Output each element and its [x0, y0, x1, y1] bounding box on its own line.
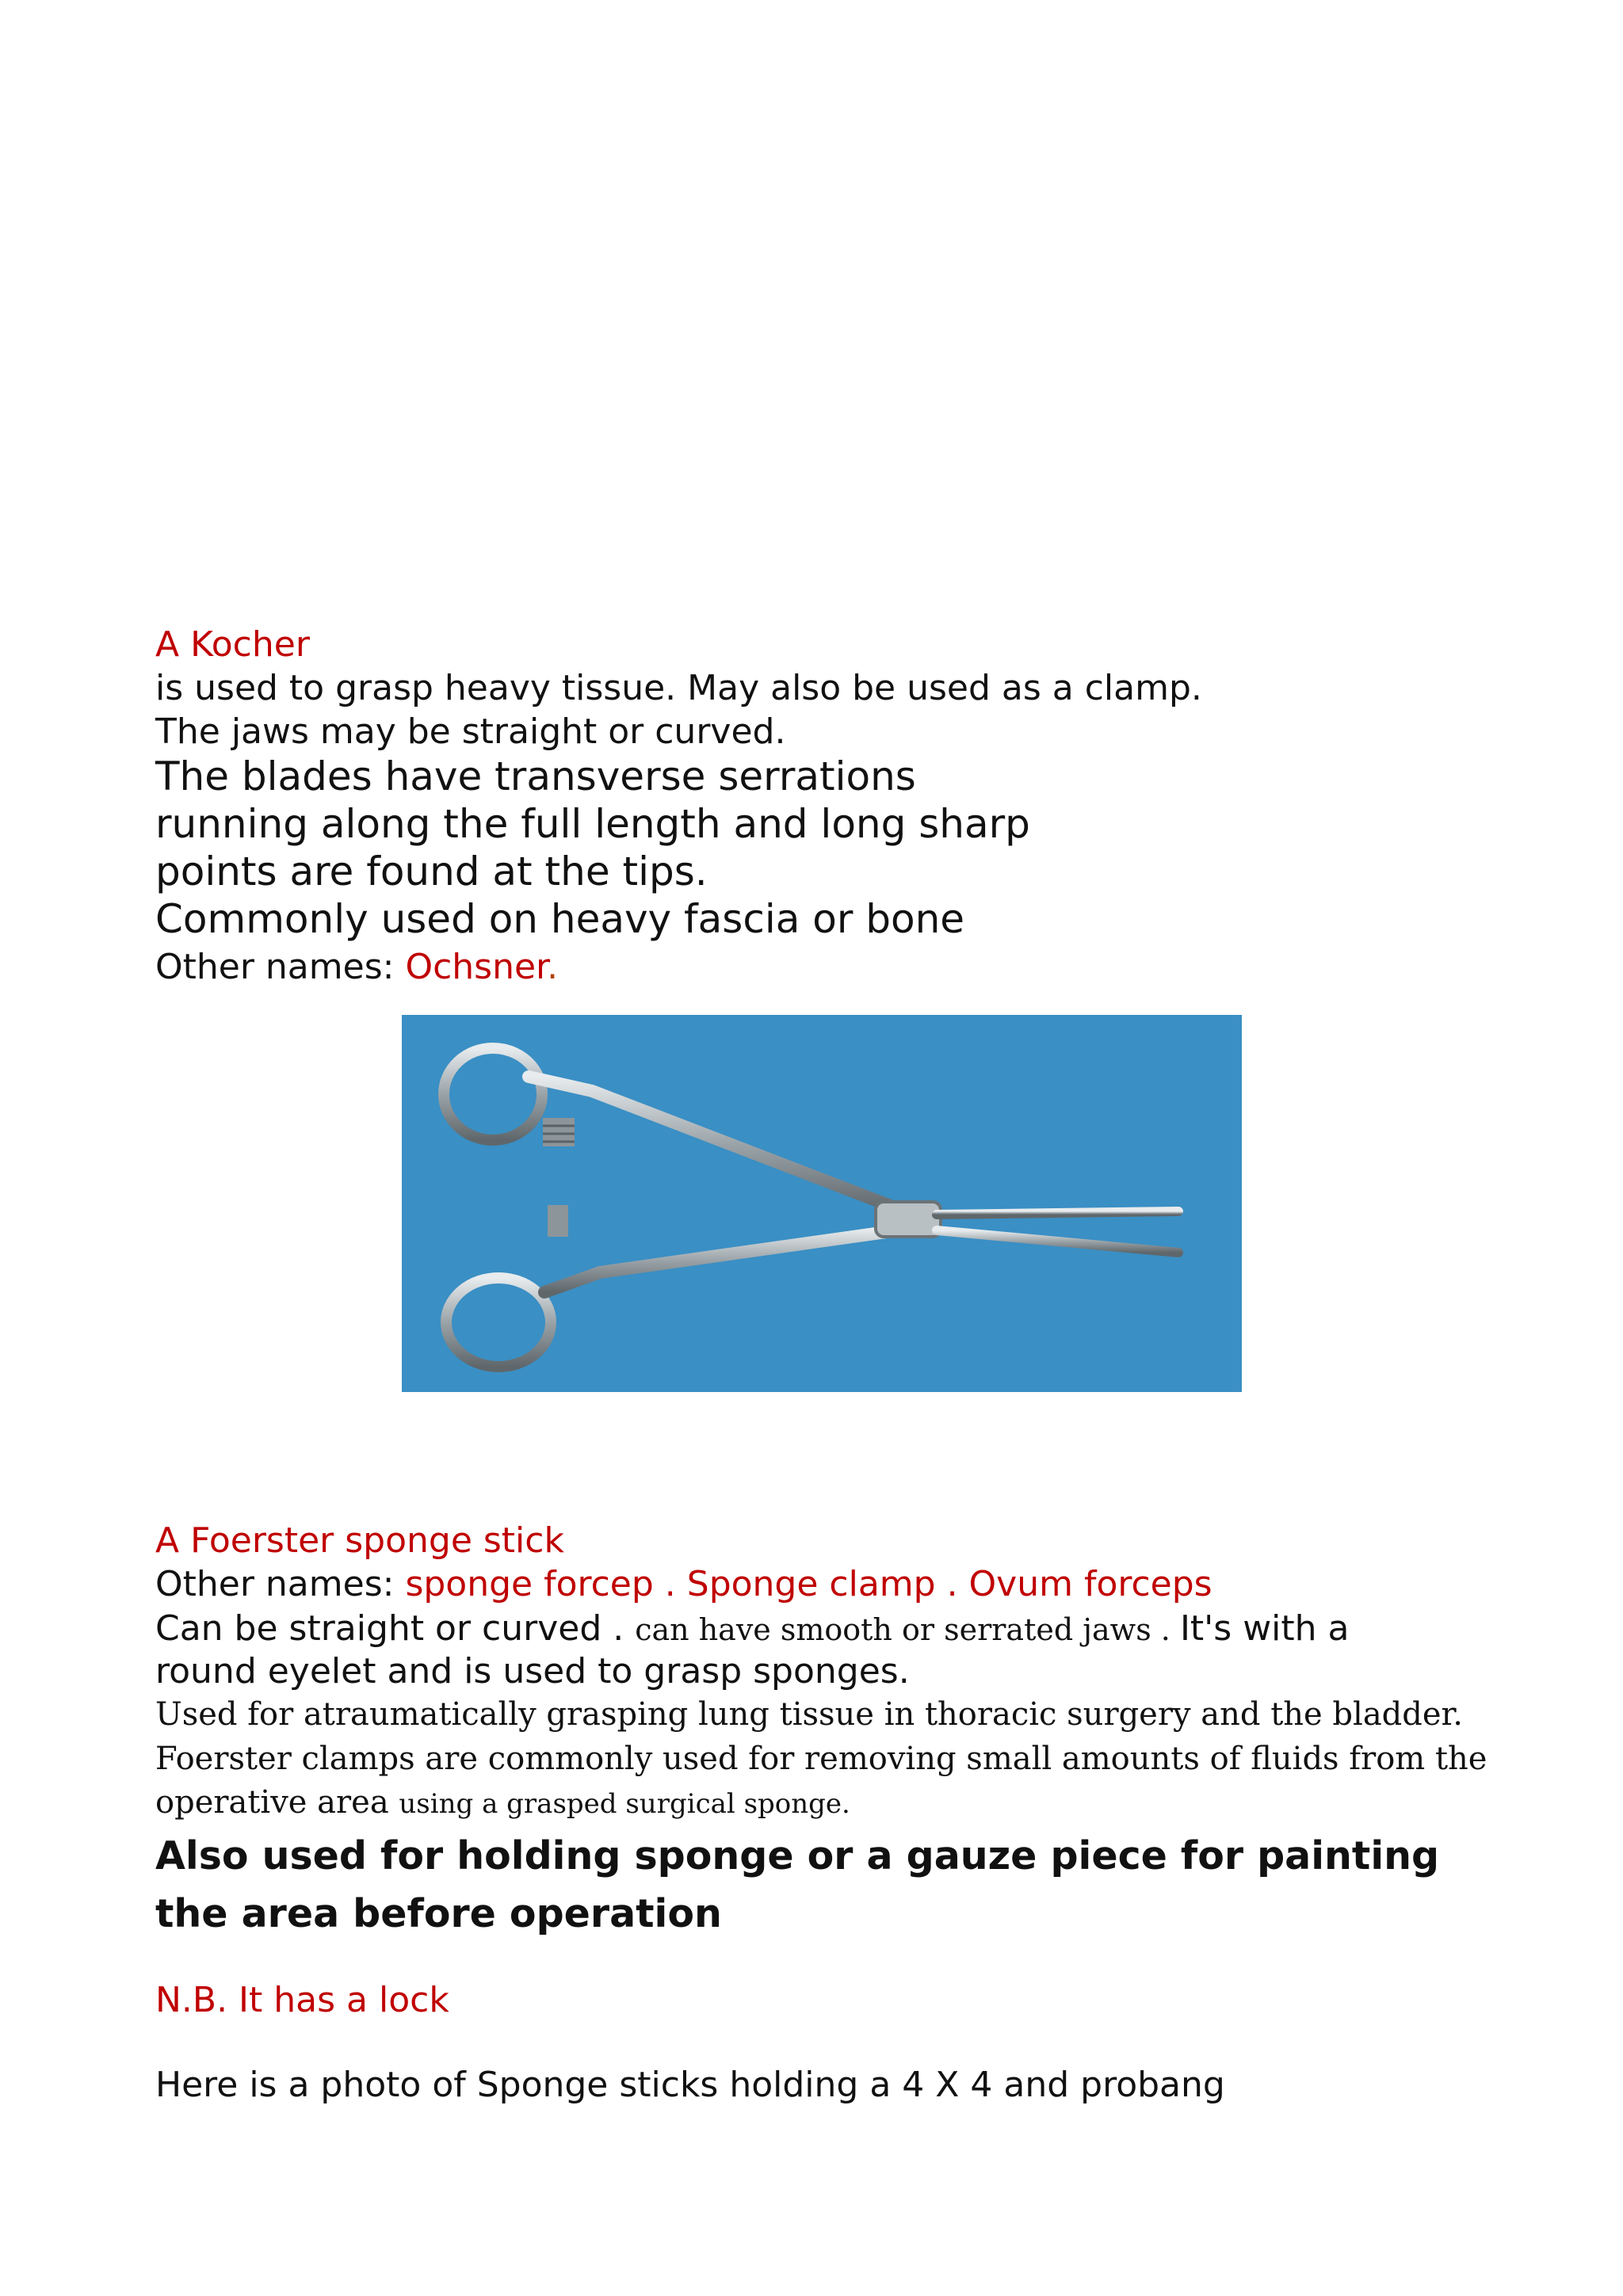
- foerster-other-names: [155, 1564, 1212, 1604]
- foerster-title: A Foerster sponge stick: [155, 1520, 564, 1561]
- foerster-line-3c: It's with a: [1179, 1608, 1350, 1649]
- foerster-line-5: Used for atraumatically grasping lung tissue in thoracic surgery and the bladder.: [155, 1696, 1463, 1733]
- foerster-nb: N.B. It has a lock: [155, 1980, 449, 2020]
- foerster-other-names-label: Other names:: [155, 1564, 406, 1604]
- kocher-other-names-value: Ochsner: [405, 947, 548, 987]
- kocher-line-2: The jaws may be straight or curved.: [155, 711, 786, 752]
- foerster-bold-line-2: the area before operation: [155, 1891, 722, 1936]
- kocher-other-names-end: .: [547, 947, 559, 987]
- foerster-line-7: [155, 1784, 850, 1821]
- kocher-line-5: points are found at the tips.: [155, 849, 708, 894]
- foerster-photo-caption: Here is a photo of Sponge sticks holding a 4 X 4 and probang: [155, 2065, 1225, 2105]
- foerster-line-3: [155, 1608, 1350, 1649]
- kocher-other-names: [155, 947, 558, 987]
- foerster-line-7a: operative area: [155, 1784, 399, 1821]
- kocher-line-3: The blades have transverse serrations: [155, 753, 916, 799]
- kocher-line-6: Commonly used on heavy fascia or bone: [155, 896, 965, 942]
- foerster-line-3b: can have smooth or serrated jaws .: [635, 1612, 1180, 1647]
- kocher-title: A Kocher: [155, 624, 310, 665]
- kocher-forceps-photo: [402, 1015, 1242, 1392]
- foerster-line-3a: Can be straight or curved .: [155, 1608, 636, 1649]
- kocher-line-1: is used to grasp heavy tissue. May also be used as a clamp.: [155, 668, 1202, 708]
- foerster-line-4: round eyelet and is used to grasp sponges.: [155, 1651, 910, 1691]
- kocher-line-4: running along the full length and long sharp: [155, 801, 1030, 847]
- foerster-bold-line-1: Also used for holding sponge or a gauze piece for painting: [155, 1833, 1440, 1878]
- foerster-line-7b: using a grasped surgical sponge.: [399, 1788, 850, 1820]
- foerster-other-names-value: sponge forcep . Sponge clamp . Ovum forceps: [405, 1564, 1212, 1604]
- kocher-other-names-label: Other names:: [155, 947, 406, 987]
- foerster-line-6: Foerster clamps are commonly used for removing small amounts of fluids from the: [155, 1741, 1487, 1777]
- forceps-icon: [402, 1015, 1242, 1392]
